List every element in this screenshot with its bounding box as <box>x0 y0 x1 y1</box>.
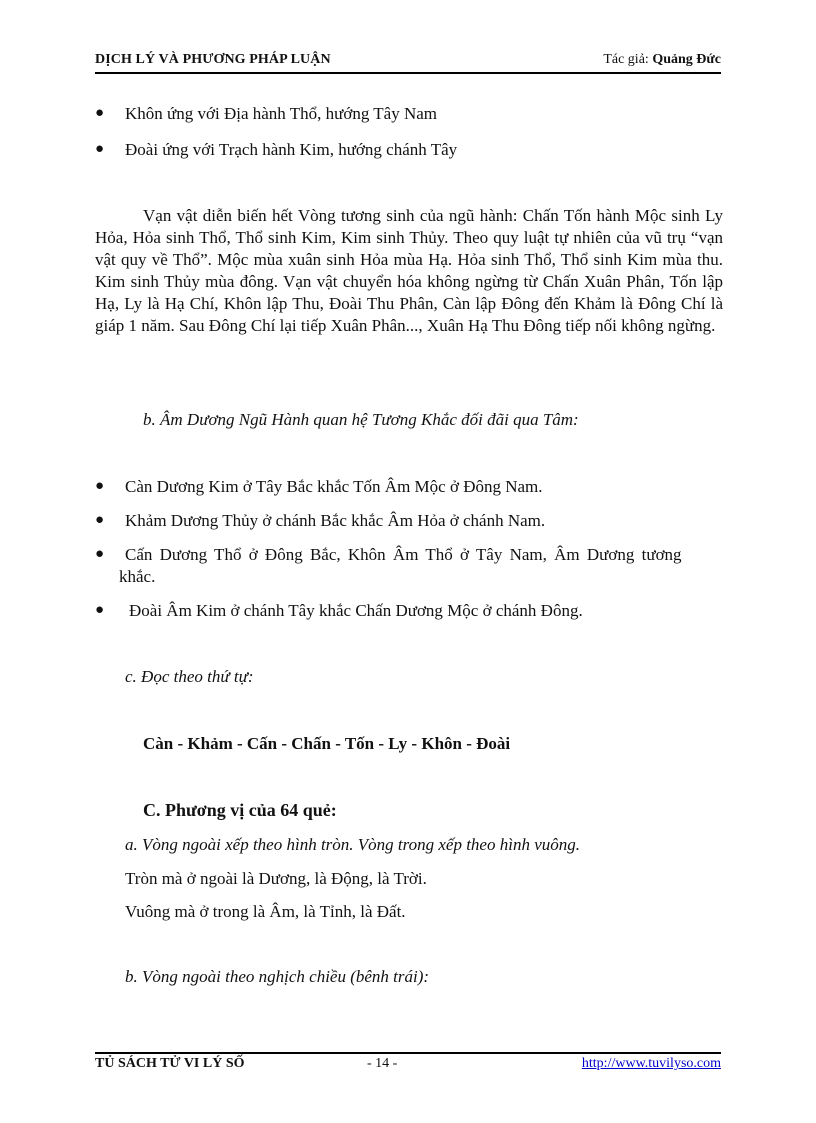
heading-c-phuong-vi: C. Phương vị của 64 quẻ: <box>143 800 337 820</box>
bullet-dot: ● <box>95 546 105 562</box>
sub-b-heading: b. Vòng ngoài theo nghịch chiều (bênh trái): <box>125 967 430 986</box>
bullet-item-kham: Khảm Dương Thủy ở chánh Bắc khắc Âm Hỏa ở chánh Nam. <box>125 511 546 530</box>
author-name: Quảng Đức <box>652 52 721 67</box>
header-author <box>603 52 721 68</box>
page-header <box>95 50 721 74</box>
section-c-heading: c. Đọc theo thứ tự: <box>125 667 254 686</box>
section-b-heading: b. Âm Dương Ngũ Hành quan hệ Tương Khắc đối đãi qua Tâm: <box>143 410 579 429</box>
bullet-item-can-2: Cấn Dương Thổ ở Đông Bắc, Khôn Âm Thổ ở Tây Nam, Âm Dương tương <box>125 545 682 564</box>
footer-link[interactable]: http://www.tuvilyso.com <box>581 1056 721 1071</box>
bullet-dot: ● <box>95 141 105 157</box>
bullet-dot: ● <box>95 512 105 528</box>
sub-a-heading: a. Vòng ngoài xếp theo hình tròn. Vòng trong xếp theo hình vuông. <box>125 835 580 854</box>
footer-title: TỦ SÁCH TỬ VI LÝ SỐ <box>95 1056 245 1071</box>
body-paragraph: Vạn vật diễn biến hết Vòng tương sinh của ngũ hành: Chấn Tốn hành Mộc sinh Ly Hỏa, Hỏa sinh Thổ, Thổ sinh Kim, Kim sinh Thủy. Theo quy luật tự nhiên của vũ trụ “vạn vật quy về Thổ”. Mộc mùa xuân sinh Hỏa mùa Hạ. Hỏa sinh Thổ, Thổ sinh Kim mùa thu. Kim sinh Thủy mùa đông. Vạn vật chuyển hóa không ngừng từ Chấn Xuân Phân, Tốn lập Hạ, Ly là Hạ Chí, Khôn lập Thu, Đoài Thu Phân, Càn lập Đông đến Khảm là Đông Chí là giáp 1 năm. Sau Đông Chí lại tiếp Xuân Phân..., Xuân Hạ Thu Đông tiếp nối không ngừng. <box>95 206 723 335</box>
line-round: Tròn mà ở ngoài là Dương, là Động, là Trời. <box>125 869 427 888</box>
page-footer <box>95 1052 721 1076</box>
line-square: Vuông mà ở trong là Âm, là Tỉnh, là Đất. <box>125 902 406 921</box>
order-line: Càn - Khảm - Cấn - Chấn - Tốn - Ly - Khôn - Đoài <box>143 734 511 753</box>
bullet-item-can: Càn Dương Kim ở Tây Bắc khắc Tốn Âm Mộc ở Đông Nam. <box>125 477 543 496</box>
bullet-item-doai: Đoài ứng với Trạch hành Kim, hướng chánh Tây <box>125 140 458 159</box>
bullet-dot: ● <box>95 602 105 618</box>
bullet-dot: ● <box>95 478 105 494</box>
header-title: DỊCH LÝ VÀ PHƯƠNG PHÁP LUẬN <box>95 52 331 67</box>
bullet-item-can-2-cont: khắc. <box>119 567 156 586</box>
bullet-item-khon: Khôn ứng với Địa hành Thổ, hướng Tây Nam <box>125 104 437 123</box>
bullet-dot: ● <box>95 105 105 121</box>
author-label: Tác giả: <box>603 52 649 67</box>
page-number: - 14 - <box>367 1056 398 1071</box>
bullet-item-doai-2: Đoài Âm Kim ở chánh Tây khắc Chấn Dương Mộc ở chánh Đông. <box>129 601 583 620</box>
